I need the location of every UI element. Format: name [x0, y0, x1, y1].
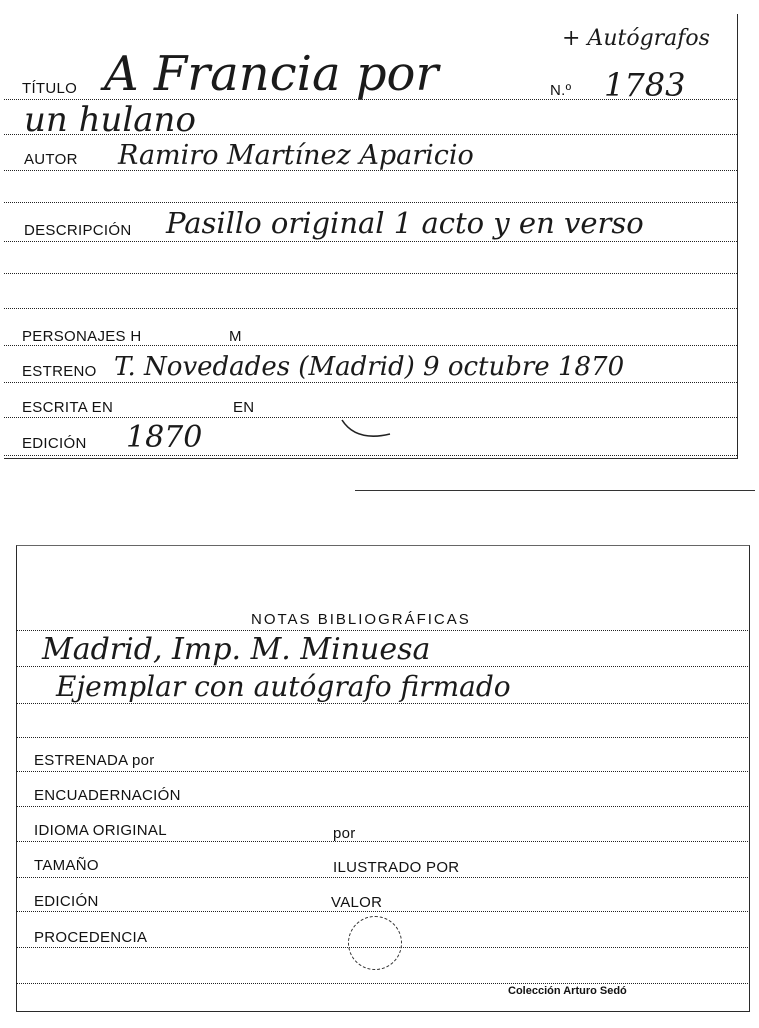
blank-line-3 — [4, 308, 737, 309]
en-label: EN — [233, 399, 255, 416]
tamano-label: TAMAÑO — [34, 857, 99, 874]
descripcion-line — [4, 241, 737, 242]
autor-label: AUTOR — [24, 151, 78, 168]
edicion-label-bottom: EDICIÓN — [34, 893, 99, 910]
tamano-line — [16, 877, 748, 878]
edicion-line-bottom — [16, 911, 748, 912]
encuadernacion-line — [16, 806, 748, 807]
titulo-value-continued: un hulano — [24, 100, 196, 140]
idioma-line — [16, 841, 748, 842]
estreno-value: T. Novedades (Madrid) 9 octubre 1870 — [114, 352, 625, 382]
idioma-label: IDIOMA ORIGINAL — [34, 822, 167, 839]
notas-line-1: Madrid, Imp. M. Minuesa — [42, 632, 431, 667]
numero-value: 1783 — [604, 66, 686, 104]
estreno-label: ESTRENO — [22, 363, 97, 380]
escrita-en-label: ESCRITA EN — [22, 399, 114, 416]
coleccion-label: Colección Arturo Sedó — [508, 985, 627, 997]
procedencia-label: PROCEDENCIA — [34, 929, 148, 946]
blank-line-1 — [4, 202, 737, 203]
notas-line-b — [16, 703, 748, 704]
card-separator-rule — [355, 490, 755, 491]
encuadernacion-label: ENCUADERNACIÓN — [34, 787, 181, 804]
titulo-value: A Francia por — [104, 46, 439, 102]
edicion-label: EDICIÓN — [22, 435, 87, 452]
autor-line — [4, 170, 737, 171]
titulo-label: TÍTULO — [22, 80, 78, 97]
notas-title: NOTAS BIBLIOGRÁFICAS — [251, 611, 471, 628]
faint-stamp-circle — [348, 916, 402, 970]
notas-line-a — [16, 666, 748, 667]
autor-value: Ramiro Martínez Aparicio — [118, 140, 474, 171]
estrenada-label: ESTRENADA por — [34, 752, 155, 769]
notas-line-c — [16, 737, 748, 738]
blank-line-2 — [4, 273, 737, 274]
personajes-label: PERSONAJES H — [22, 328, 142, 345]
estrenada-line — [16, 771, 748, 772]
personajes-line — [4, 345, 737, 346]
estreno-line — [4, 382, 737, 383]
notas-line-0 — [16, 630, 748, 631]
por-label: por — [333, 825, 356, 842]
edicion-line — [4, 455, 737, 456]
edicion-value: 1870 — [126, 420, 203, 455]
notas-line-2: Ejemplar con autógrafo firmado — [56, 670, 511, 703]
titulo-line-2 — [4, 134, 737, 135]
valor-label: VALOR — [331, 894, 383, 911]
descripcion-label: DESCRIPCIÓN — [24, 222, 132, 239]
personajes-m-label: M — [229, 328, 242, 345]
autografos-note: + Autógrafos — [562, 26, 710, 51]
ilustrado-label: ILUSTRADO POR — [333, 859, 460, 876]
last-line — [16, 983, 748, 984]
stamp-mark — [338, 414, 398, 444]
numero-label: N.º — [550, 82, 572, 99]
descripcion-value: Pasillo original 1 acto y en verso — [166, 206, 644, 240]
